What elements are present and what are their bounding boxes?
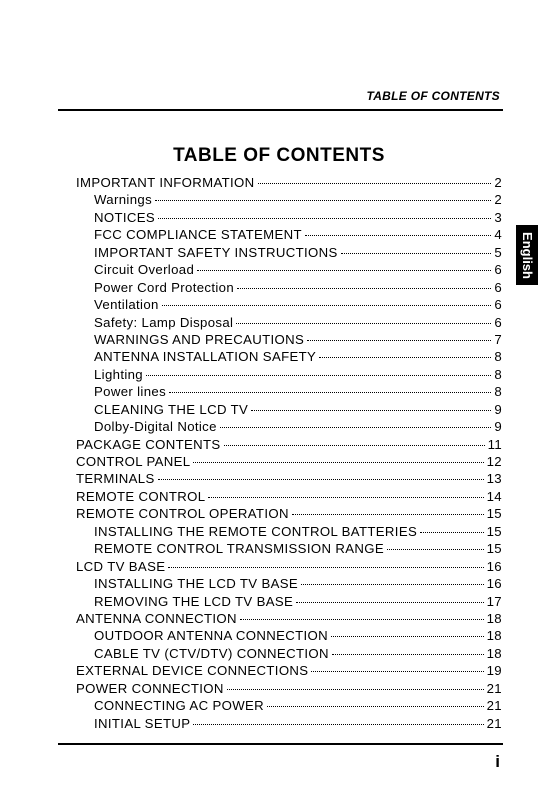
dot-leader: [208, 497, 483, 498]
toc-entry[interactable]: [76, 436, 502, 453]
toc-entry-page: 8: [494, 384, 502, 400]
dot-leader: [301, 584, 484, 585]
toc-entry-page: 6: [494, 279, 502, 295]
toc-entry[interactable]: [76, 627, 502, 644]
toc-entry-page: 13: [486, 471, 502, 487]
dot-leader: [420, 532, 484, 533]
toc-entry-label: REMOTE CONTROL OPERATION: [76, 506, 289, 522]
toc-entry[interactable]: [76, 296, 502, 313]
dot-leader: [168, 567, 483, 568]
toc-entry-label: IMPORTANT SAFETY INSTRUCTIONS: [94, 244, 338, 260]
footer-divider: [58, 743, 503, 745]
toc-entry[interactable]: [76, 470, 502, 487]
toc-entry[interactable]: [76, 488, 502, 505]
dot-leader: [193, 462, 483, 463]
toc-entry-page: 6: [494, 262, 502, 278]
toc-entry-page: 21: [486, 715, 502, 731]
toc-entry-label: INITIAL SETUP: [94, 715, 191, 731]
toc-entry[interactable]: [76, 401, 502, 418]
dot-leader: [237, 288, 491, 289]
toc-entry[interactable]: [76, 226, 502, 243]
toc-entry-page: 2: [494, 175, 502, 190]
dot-leader: [258, 183, 492, 184]
toc-entry-page: 7: [494, 331, 502, 347]
dot-leader: [331, 636, 484, 637]
toc-entry-page: 2: [494, 192, 502, 208]
toc-entry[interactable]: [76, 523, 502, 540]
toc-entry[interactable]: [76, 680, 502, 697]
toc-entry-label: PACKAGE CONTENTS: [76, 436, 221, 452]
toc-entry[interactable]: [76, 191, 502, 208]
toc-entry-page: 17: [486, 593, 502, 609]
toc-entry-page: 9: [494, 401, 502, 417]
toc-entry[interactable]: [76, 418, 502, 435]
dot-leader: [296, 602, 483, 603]
language-tab-label: English: [519, 231, 535, 279]
toc-entry-page: 8: [494, 366, 502, 382]
toc-entry-label: ANTENNA INSTALLATION SAFETY: [94, 349, 317, 365]
dot-leader: [387, 549, 484, 550]
dot-leader: [197, 270, 491, 271]
toc-entry[interactable]: [76, 645, 502, 662]
toc-entry-page: 15: [486, 506, 502, 522]
toc-entry[interactable]: [76, 314, 502, 331]
toc-entry-label: INSTALLING THE LCD TV BASE: [94, 576, 299, 592]
toc-entry[interactable]: [76, 383, 502, 400]
dot-leader: [292, 514, 484, 515]
toc-entry-page: 6: [494, 314, 502, 330]
toc-entry[interactable]: [76, 697, 502, 714]
page-title: TABLE OF CONTENTS: [173, 145, 385, 166]
toc-entry-label: CLEANING THE LCD TV: [94, 401, 249, 417]
toc-entry-label: IMPORTANT INFORMATION: [76, 175, 255, 190]
toc-entry-page: 5: [494, 244, 502, 260]
toc-entry-page: 11: [487, 436, 502, 452]
toc-entry-page: 9: [494, 419, 502, 435]
dot-leader: [305, 235, 491, 236]
toc-entry[interactable]: [76, 366, 502, 383]
toc-entry-label: Dolby-Digital Notice: [94, 419, 217, 435]
toc-entry-label: Ventilation: [94, 297, 159, 313]
toc-entry-label: Warnings: [94, 192, 153, 208]
toc-entry-page: 18: [486, 628, 502, 644]
toc-entry-label: TERMINALS: [76, 471, 155, 487]
header-divider: [58, 109, 503, 111]
page-number: i: [495, 752, 500, 771]
dot-leader: [162, 305, 492, 306]
toc-entry-label: Power Cord Protection: [94, 279, 235, 295]
toc-entry[interactable]: [76, 244, 502, 261]
toc-entry-label: INSTALLING THE REMOTE CONTROL BATTERIES: [94, 523, 418, 539]
toc-entry-label: CONNECTING AC POWER: [94, 698, 265, 714]
dot-leader: [146, 375, 491, 376]
toc-entry-page: 3: [494, 209, 502, 225]
toc-entry[interactable]: [76, 558, 502, 575]
toc-entry-label: CABLE TV (CTV/DTV) CONNECTION: [94, 645, 329, 661]
toc-entry-label: EXTERNAL DEVICE CONNECTIONS: [76, 663, 309, 679]
toc-entry-page: 15: [486, 523, 502, 539]
toc-entry[interactable]: [76, 331, 502, 348]
dot-leader: [311, 671, 483, 672]
toc-entry[interactable]: [76, 174, 502, 191]
toc-entry-page: 18: [486, 645, 502, 661]
toc-entry[interactable]: [76, 261, 502, 278]
toc-entry-page: 12: [486, 454, 502, 469]
dot-leader: [155, 200, 491, 201]
toc-entry-page: 15: [486, 541, 502, 557]
toc-entry-label: Lighting: [94, 366, 143, 382]
toc-entry-page: 18: [486, 610, 502, 626]
running-header: TABLE OF CONTENTS: [366, 89, 500, 103]
dot-leader: [267, 706, 484, 707]
toc-entry[interactable]: [76, 662, 502, 679]
toc-entry-label: REMOTE CONTROL: [76, 488, 206, 504]
toc-entry-page: 6: [494, 297, 502, 313]
toc-entry[interactable]: [76, 715, 502, 732]
dot-leader: [227, 689, 484, 690]
language-tab: [516, 225, 538, 285]
toc-entry[interactable]: [76, 453, 502, 470]
dot-leader: [169, 392, 491, 393]
toc-entry-label: ANTENNA CONNECTION: [76, 610, 237, 626]
toc-entry-label: NOTICES: [94, 209, 156, 225]
toc-entry-page: 21: [486, 698, 502, 714]
toc-entry-label: LCD TV BASE: [76, 558, 166, 574]
toc-entry[interactable]: [76, 505, 502, 522]
toc-entry-label: REMOTE CONTROL TRANSMISSION RANGE: [94, 541, 384, 557]
table-of-contents: [76, 174, 502, 732]
dot-leader: [158, 218, 491, 219]
dot-leader: [251, 410, 491, 411]
dot-leader: [307, 340, 491, 341]
toc-entry-label: Power lines: [94, 384, 167, 400]
toc-entry-page: 16: [486, 558, 502, 574]
toc-entry[interactable]: [76, 540, 502, 557]
toc-entry-label: OUTDOOR ANTENNA CONNECTION: [94, 628, 329, 644]
toc-entry-label: WARNINGS AND PRECAUTIONS: [94, 331, 305, 347]
toc-entry-label: Circuit Overload: [94, 262, 195, 278]
toc-entry-label: FCC COMPLIANCE STATEMENT: [94, 227, 302, 243]
toc-entry-label: CONTROL PANEL: [76, 454, 191, 469]
dot-leader: [341, 253, 492, 254]
dot-leader: [158, 479, 484, 480]
toc-entry[interactable]: [76, 593, 502, 610]
toc-entry-page: 8: [494, 349, 502, 365]
dot-leader: [240, 619, 484, 620]
dot-leader: [193, 724, 483, 725]
toc-entry-label: Safety: Lamp Disposal: [94, 314, 234, 330]
dot-leader: [319, 357, 491, 358]
toc-entry-page: 21: [486, 680, 502, 696]
toc-entry[interactable]: [76, 279, 502, 296]
toc-entry[interactable]: [76, 209, 502, 226]
dot-leader: [236, 323, 491, 324]
toc-entry[interactable]: [76, 610, 502, 627]
dot-leader: [220, 427, 492, 428]
toc-entry[interactable]: [76, 575, 502, 592]
dot-leader: [224, 445, 485, 446]
toc-entry-page: 16: [486, 576, 502, 592]
toc-entry[interactable]: [76, 348, 502, 365]
toc-entry-page: 14: [486, 488, 502, 504]
toc-entry-page: 4: [494, 227, 502, 243]
toc-entry-page: 19: [486, 663, 502, 679]
toc-entry-label: REMOVING THE LCD TV BASE: [94, 593, 294, 609]
dot-leader: [332, 654, 484, 655]
toc-entry-label: POWER CONNECTION: [76, 680, 224, 696]
